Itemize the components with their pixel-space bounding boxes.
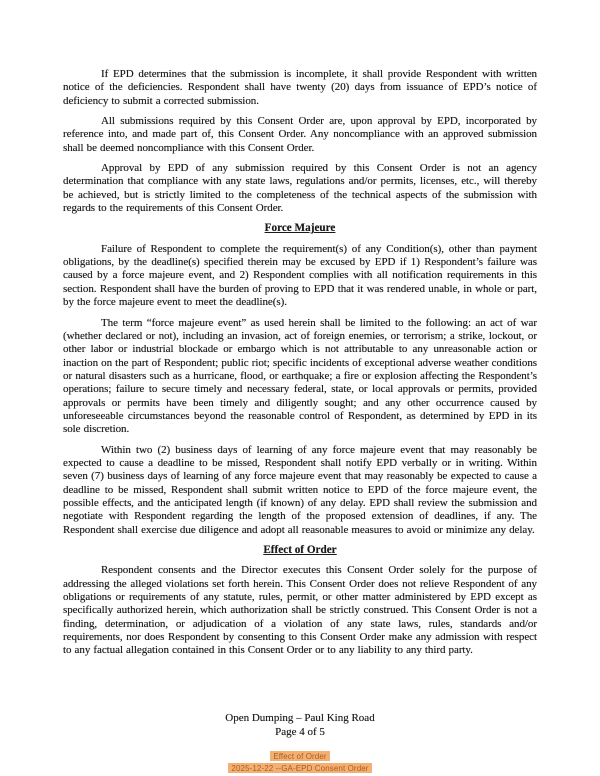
paragraph-failure-of-respondent: Failure of Respondent to complete the requirement(s) of any Condition(s), other than payment obligations, by the deadline(s) specified therein may be excused by EPD if 1) Respondent’s failure was caused by a force majeure event, and 2) Respondent complies with all notification requirements in this section. Respondent shall have the burden of proving to EPD that it was rendered unable, in whole or part, by the force majeure event to meet the deadline(s). [63,242,537,309]
annotation-line-2 [0,763,600,773]
footer-page-number: Page 4 of 5 [275,725,325,738]
footer-case-title: Open Dumping – Paul King Road [225,712,375,724]
paragraph-force-majeure-definition: The term “force majeure event” as used herein shall be limited to the following: an act of war (whether declared or not), including an invasion, act of foreign enemies, or terrorism; a strike, lockout, or other labor or industrial blockade or embargo which is not attributable to any unreasonable action or inaction on the part of Respondent; public riot; specific incidents of exceptional adverse weather conditions or natural disasters such as a hurricane, flood, or earthquake; a fire or explosion affecting the Respondent’s operations; failure to secure timely and necessary federal, state, or local approvals or permits, provided approvals or permits have been timely and diligently sought; and any other occurrence caused by unforeseeable circumstances beyond the reasonable control of Respondent, as determined by EPD in its sole discretion. [63,316,537,436]
annotation-consent-order-label: 2025-12-22 --GA-EPD Consent Order [228,763,371,773]
paragraph-notification-deadlines: Within two (2) business days of learning of any force majeure event that may reasonably be expected to cause a deadline to be missed, Respondent shall notify EPD verbally or in writing. Within seven (7) business days of learning of any force majeure event that may reasonably be expected to cause a deadline to be missed, Respondent shall submit written notice to EPD of the force majeure event, the possible effects, and the anticipated length (if known) of any delay. EPD shall review the submission and negotiate with Respondent regarding the length of the proposed extension of deadlines, if any. The Respondent shall exercise due diligence and adopt all reasonable measures to avoid or minimize any delay. [63,443,537,536]
section-heading-force-majeure: Force Majeure [264,222,336,235]
section-heading-effect-of-order: Effect of Order [263,544,337,556]
annotation-line-1 [0,751,600,761]
paragraph-submission-incomplete: If EPD determines that the submission is incomplete, it shall provide Respondent with written notice of the deficiencies. Respondent shall have twenty (20) days from issuance of EPD’s notice of deficiency to submit a corrected submission. [63,68,537,107]
annotation-effect-of-order-label: Effect of Order [270,751,329,761]
paragraph-respondent-consents: Respondent consents and the Director executes this Consent Order solely for the purpose of addressing the alleged violations set forth herein. This Consent Order does not relieve Respondent of any obligations or requirements of any statute, rules, permit, or other matter administered by EPD except as specifically authorized herein, which authorization shall be strictly construed. This Consent Order is not a finding, determination, or adjudication of a violation of any state laws, rules, standards and/or requirements, nor does Respondent by consenting to this Consent Order make any admission with respect to any factual allegation contained in this Consent Order or to any liability to any third party. [63,564,537,657]
paragraph-all-submissions: All submissions required by this Consent Order are, upon approval by EPD, incorporated by reference into, and made part of, this Consent Order. Any noncompliance with an approved submission shall be deemed noncompliance with this Consent Order. [63,115,537,154]
paragraph-approval-by-epd: Approval by EPD of any submission required by this Consent Order is not an agency determination that compliance with any state laws, regulations and/or permits, licenses, etc., will thereby be achieved, but is strictly limited to the completeness of the technical aspects of the submission with regards to the requirements of this Consent Order. [63,162,537,215]
page-footer [0,712,600,739]
annotation-stamp [0,751,600,775]
document-body [63,68,537,665]
